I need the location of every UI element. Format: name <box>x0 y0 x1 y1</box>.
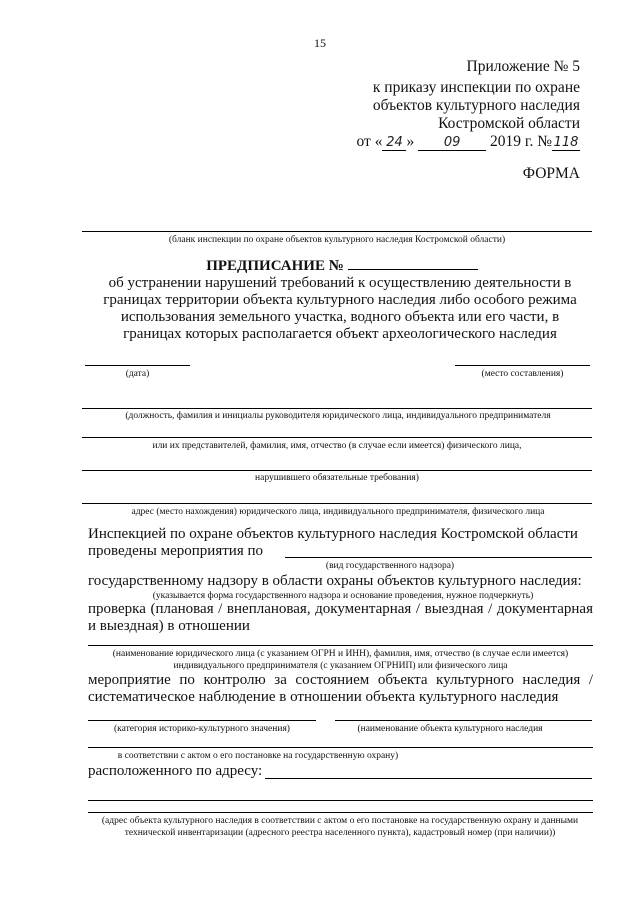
act-line <box>88 747 593 748</box>
title-number-blank <box>348 269 478 270</box>
check-text: проверка (плановая / внеплановая, документарная / выездная / документарная и выездная) в отношении <box>88 601 593 634</box>
state-supervision-text: государственному надзору в области охраны объектов культурного наследия: <box>88 573 582 589</box>
date-close-quote: » <box>406 133 415 150</box>
appendix-line-2: к приказу инспекции по охране <box>372 79 580 96</box>
events-text: проведены мероприятия по <box>88 543 263 559</box>
address-line <box>82 503 592 504</box>
order-number: 118 <box>553 135 579 150</box>
place-line <box>455 365 590 366</box>
located-line-3 <box>88 812 593 813</box>
category-line <box>88 720 316 721</box>
document-subtitle: об устранении нарушений требований к осуществлению деятельности в границах территории объекта культурного наследия либо особого режима использования земельного участка, водного объекта или его части, в границах которых располагается объект археологического наследия <box>103 275 577 342</box>
located-line-1 <box>265 778 592 779</box>
position-line <box>82 408 592 409</box>
place-caption: (место составления) <box>481 369 564 379</box>
appendix-date-line <box>357 133 580 151</box>
inspection-text: Инспекцией по охране объектов культурного наследия Костромской области <box>88 526 578 542</box>
category-caption: (категория историко-культурного значения) <box>114 724 290 734</box>
violator-line <box>82 470 592 471</box>
appendix-line-4: Костромской области <box>438 115 580 132</box>
act-caption: в соответствии с актом о его постановке на государственную охрану) <box>117 751 399 761</box>
representatives-caption: или их представителей, фамилия, имя, отчество (в случае если имеется) физического лица, <box>152 441 522 451</box>
legal-entity-line <box>88 645 593 646</box>
violator-caption: нарушившего обязательные требования) <box>255 473 419 483</box>
address-caption: адрес (место нахождения) юридического лица, индивидуального предпринимателя, физического лица <box>131 507 545 517</box>
appendix-line-1: Приложение № 5 <box>466 58 580 75</box>
legal-entity-caption: (наименование юридического лица (с указанием ОГРН и ИНН), фамилия, имя, отчество (в случае если имеется) индивидуального предпринимателя (с указанием ОГРНИП) или физического лица <box>112 649 569 671</box>
supervision-type-line <box>285 557 592 558</box>
supervision-type-caption: (вид государственного надзора) <box>325 561 455 571</box>
document-title <box>82 258 602 275</box>
object-name-line <box>335 720 592 721</box>
date-line <box>85 365 190 366</box>
object-name-caption: (наименование объекта культурного наследия <box>357 724 543 734</box>
form-hint-caption: (указывается форма государственного надзора и основание проведения, нужное подчеркнуть) <box>152 591 534 601</box>
blank-line <box>82 231 592 232</box>
date-day: 24 <box>382 135 406 151</box>
date-month: 09 <box>418 135 486 151</box>
form-label: ФОРМА <box>522 165 580 182</box>
position-caption: (должность, фамилия и инициалы руководителя юридического лица, индивидуального предпринимателя <box>125 411 551 421</box>
monitoring-text: мероприятие по контролю за состоянием объекта культурного наследия / систематическое наблюдение в отношении объекта культурного наследия <box>88 672 593 705</box>
located-text: расположенного по адресу: <box>88 763 263 779</box>
appendix-line-3: объектов культурного наследия <box>372 97 580 114</box>
representatives-line <box>82 437 592 438</box>
date-prefix: от « <box>356 133 383 150</box>
object-address-caption: (адрес объекта культурного наследия в соответствии с актом о его постановке на государственную охрану и данными технической инвентаризации (адресного реестра населенного пункта), кадастровый номер (при наличии)) <box>101 816 579 838</box>
title-heading: ПРЕДПИСАНИЕ № <box>206 258 344 274</box>
page-number: 15 <box>314 36 326 50</box>
date-year-number: 2019 г. № <box>489 133 552 150</box>
date-caption: (дата) <box>125 369 150 379</box>
located-line-2 <box>88 800 593 801</box>
blank-caption: (бланк инспекции по охране объектов культурного наследия Костромской области) <box>168 235 506 245</box>
